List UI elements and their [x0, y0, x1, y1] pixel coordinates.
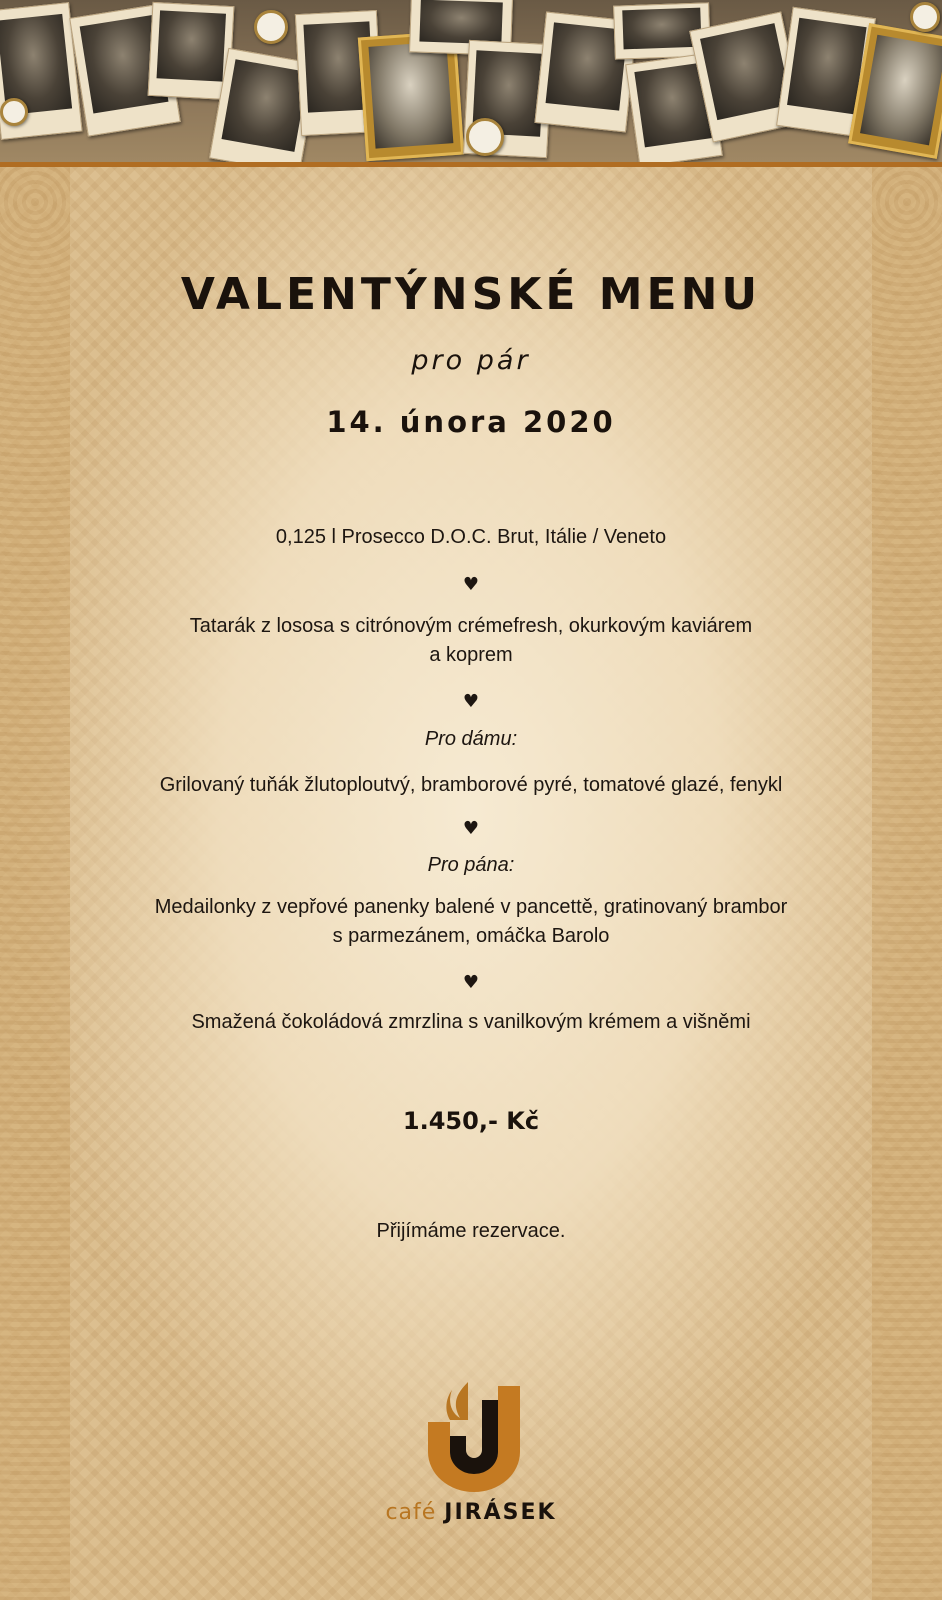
heart-separator-icon: ♥: [462, 972, 480, 993]
course-aperitif: 0,125 l Prosecco D.O.C. Brut, Itálie / Veneto: [275, 526, 667, 548]
menu-content: [0, 167, 942, 1600]
course-lady-main: Grilovaný tuňák žlutoploutvý, bramborové pyré, tomatové glazé, fenykl: [159, 774, 783, 796]
reservation-note: Přijímáme rezervace.: [376, 1220, 566, 1242]
pocket-watch-icon: [466, 118, 504, 156]
heart-separator-icon: ♥: [462, 574, 480, 595]
course-starter-line1: Tatarák z lososa s citrónovým crémefresh, okurkovým kaviárem: [189, 615, 753, 637]
course-dessert: Smažená čokoládová zmrzlina s vanilkovým krémem a višněmi: [191, 1011, 751, 1033]
cafe-jirasek-logo-icon: [428, 1382, 520, 1492]
logo-cafe-text: café: [385, 1500, 437, 1525]
cafe-jirasek-wordmark: [0, 1500, 942, 1525]
course-gentleman-main-line2: s parmezánem, omáčka Barolo: [332, 925, 610, 947]
header-photo-collage: [0, 0, 942, 162]
logo-name-text: JIRÁSEK: [444, 1500, 557, 1525]
heart-separator-icon: ♥: [462, 691, 480, 712]
menu-date: 14. února 2020: [326, 405, 616, 439]
lady-label: Pro dámu:: [424, 728, 518, 750]
pocket-watch-icon: [0, 98, 28, 126]
menu-title: VALENTÝNSKÉ MENU: [180, 269, 762, 320]
pocket-watch-icon: [910, 2, 940, 32]
heart-separator-icon: ♥: [462, 818, 480, 839]
gentleman-label: Pro pána:: [427, 854, 515, 876]
course-starter-line2: a koprem: [429, 644, 513, 666]
pocket-watch-icon: [254, 10, 288, 44]
course-gentleman-main-line1: Medailonky z vepřové panenky balené v pancettě, gratinovaný brambor: [154, 896, 788, 918]
menu-price: 1.450,- Kč: [402, 1107, 540, 1135]
menu-subtitle: pro pár: [411, 345, 531, 376]
